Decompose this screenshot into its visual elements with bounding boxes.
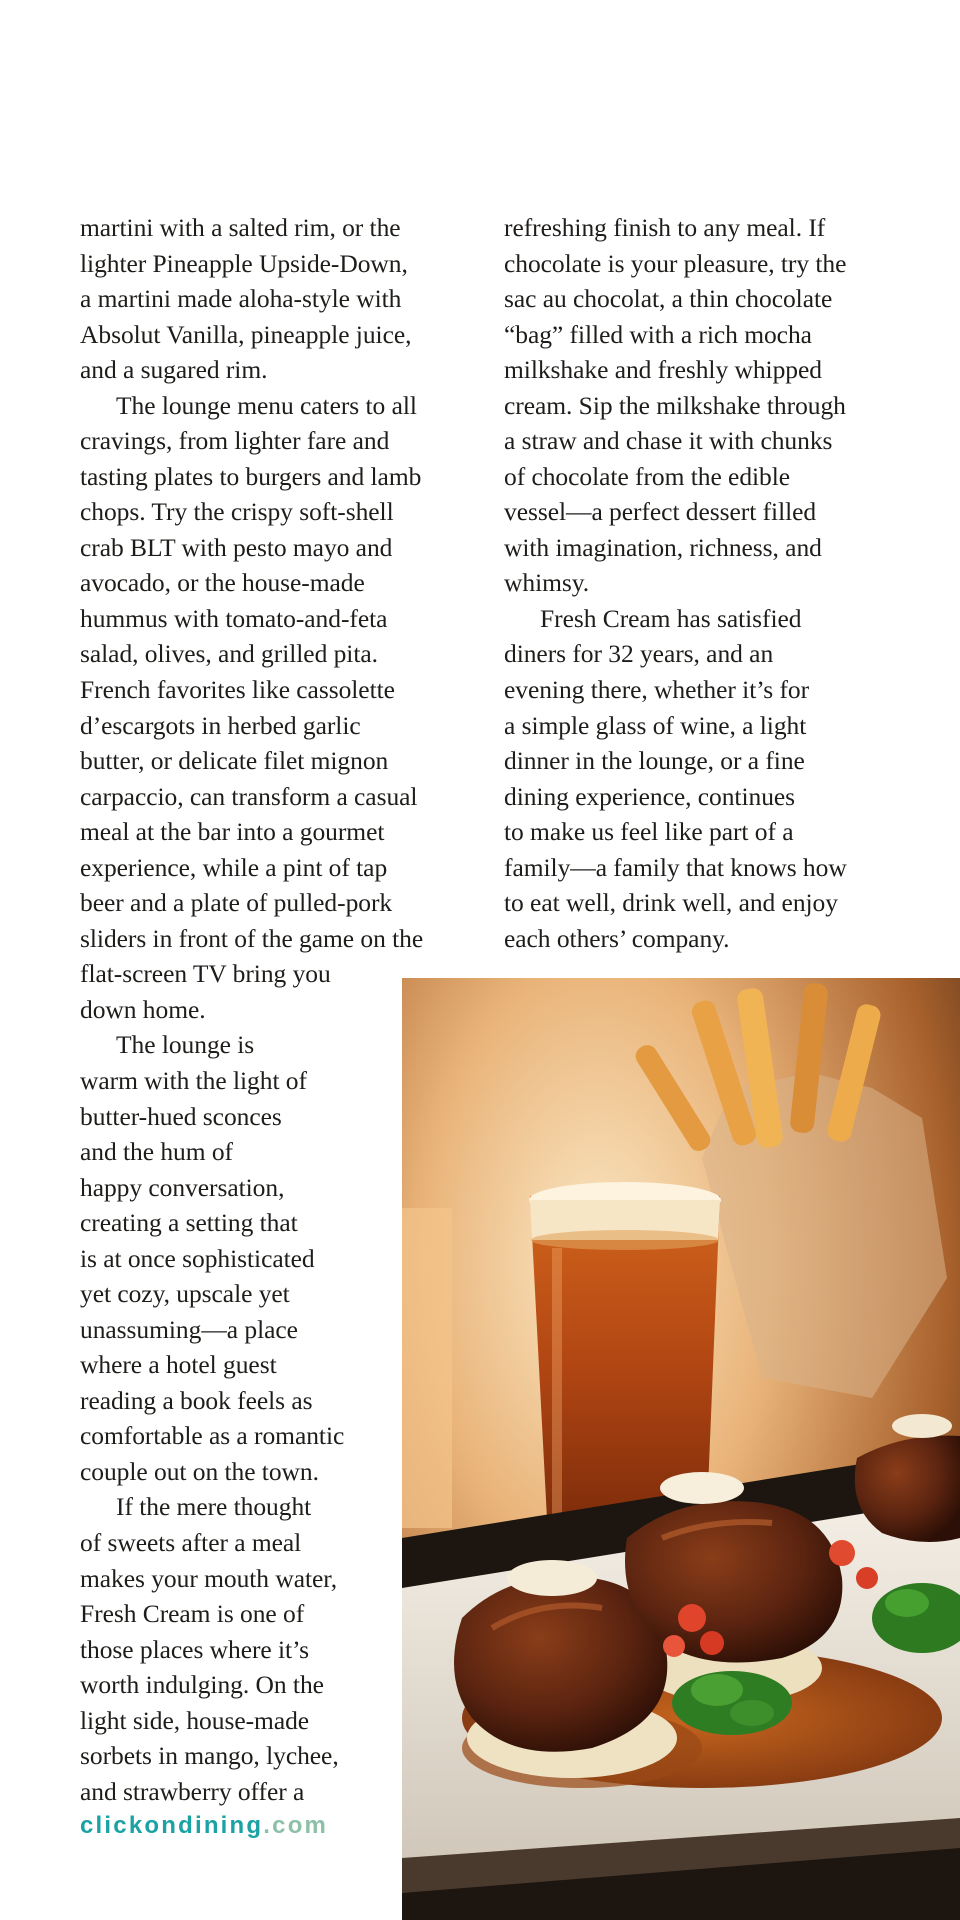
right-column-line: chocolate is your pleasure, try the	[504, 248, 847, 278]
left-column-line: worth indulging. On the	[80, 1670, 324, 1700]
left-column-line: The lounge menu caters to all	[116, 390, 417, 420]
left-column-line: avocado, or the house-made	[80, 568, 365, 598]
left-column-line: light side, house-made	[80, 1705, 310, 1735]
left-column-line: happy conversation,	[80, 1172, 285, 1202]
left-column-line: lighter Pineapple Upside-Down,	[80, 248, 408, 278]
left-column-line: salad, olives, and grilled pita.	[80, 639, 378, 669]
left-column-line: butter-hued sconces	[80, 1101, 282, 1131]
left-column-line: French favorites like cassolette	[80, 675, 395, 705]
left-column-line: martini with a salted rim, or the	[80, 213, 401, 242]
right-column-line: family—a family that knows how	[504, 852, 847, 882]
right-column-line: cream. Sip the milkshake through	[504, 390, 846, 420]
right-column-line: of chocolate from the edible	[504, 461, 791, 491]
footer-brand: clickondining	[80, 1812, 264, 1839]
left-column-line: The lounge is	[116, 1030, 255, 1060]
left-column-line: reading a book feels as	[80, 1385, 313, 1415]
left-column-line: carpaccio, can transform a casual	[80, 781, 418, 811]
left-column-line: down home.	[80, 994, 206, 1024]
left-column-line: creating a setting that	[80, 1208, 298, 1238]
left-column-line: Absolut Vanilla, pineapple juice,	[80, 319, 412, 349]
right-column-line: a simple glass of wine, a light	[504, 710, 807, 740]
right-column-line: dinner in the lounge, or a fine	[504, 746, 805, 776]
right-column-line: “bag” filled with a rich mocha	[504, 319, 812, 349]
left-column-line: If the mere thought	[116, 1492, 312, 1522]
left-column-line: and the hum of	[80, 1137, 233, 1167]
right-column-line: sac au chocolat, a thin chocolate	[504, 284, 833, 314]
left-column-line: comfortable as a romantic	[80, 1421, 345, 1451]
left-column-line: a martini made aloha-style with	[80, 284, 402, 314]
right-column-line: Fresh Cream has satisfied	[540, 603, 802, 633]
left-column-line: makes your mouth water,	[80, 1563, 338, 1593]
footer-website	[80, 1812, 328, 1840]
right-column-line: vessel—a perfect dessert filled	[504, 497, 817, 527]
left-column-line: experience, while a pint of tap	[80, 852, 388, 882]
left-column-line: butter, or delicate filet mignon	[80, 746, 389, 776]
left-column-line: meal at the bar into a gourmet	[80, 817, 385, 847]
right-column-line: a straw and chase it with chunks	[504, 426, 833, 456]
footer-tld: .com	[263, 1812, 329, 1839]
left-column-line: d’escargots in herbed garlic	[80, 710, 361, 740]
left-column-line: hummus with tomato-and-feta	[80, 603, 388, 633]
left-column-line: warm with the light of	[80, 1065, 307, 1095]
left-column-line: yet cozy, upscale yet	[80, 1279, 290, 1309]
left-column-line: cravings, from lighter fare and	[80, 426, 390, 456]
food-photo	[402, 978, 960, 1920]
right-column-line: to make us feel like part of a	[504, 817, 794, 847]
left-column-line: sliders in front of the game on the	[80, 923, 424, 953]
right-column-line: refreshing finish to any meal. If	[504, 213, 826, 242]
left-column-line: beer and a plate of pulled-pork	[80, 888, 393, 918]
left-column-line: Fresh Cream is one of	[80, 1599, 305, 1629]
right-column-line: milkshake and freshly whipped	[504, 355, 822, 385]
right-column-line: diners for 32 years, and an	[504, 639, 774, 669]
right-column-line: with imagination, richness, and	[504, 532, 822, 562]
left-column-line: of sweets after a meal	[80, 1527, 302, 1557]
left-column-line: unassuming—a place	[80, 1314, 298, 1344]
left-column-line: crab BLT with pesto mayo and	[80, 532, 393, 562]
left-column-line: and a sugared rim.	[80, 355, 268, 385]
left-column-line: tasting plates to burgers and lamb	[80, 461, 422, 491]
left-column-line: and strawberry offer a	[80, 1776, 305, 1806]
left-column-line: couple out on the town.	[80, 1456, 319, 1486]
left-column-line: flat-screen TV bring you	[80, 959, 331, 989]
right-column-line: evening there, whether it’s for	[504, 675, 810, 705]
left-column-line: where a hotel guest	[80, 1350, 277, 1380]
right-column-line: dining experience, continues	[504, 781, 796, 811]
left-column-line: is at once sophisticated	[80, 1243, 315, 1273]
left-column-line: chops. Try the crispy soft-shell	[80, 497, 394, 527]
right-column-line: to eat well, drink well, and enjoy	[504, 888, 838, 918]
left-column-line: those places where it’s	[80, 1634, 309, 1664]
left-column-line: sorbets in mango, lychee,	[80, 1741, 339, 1771]
right-column-line: whimsy.	[504, 568, 590, 598]
right-column-line: each others’ company.	[504, 923, 730, 953]
